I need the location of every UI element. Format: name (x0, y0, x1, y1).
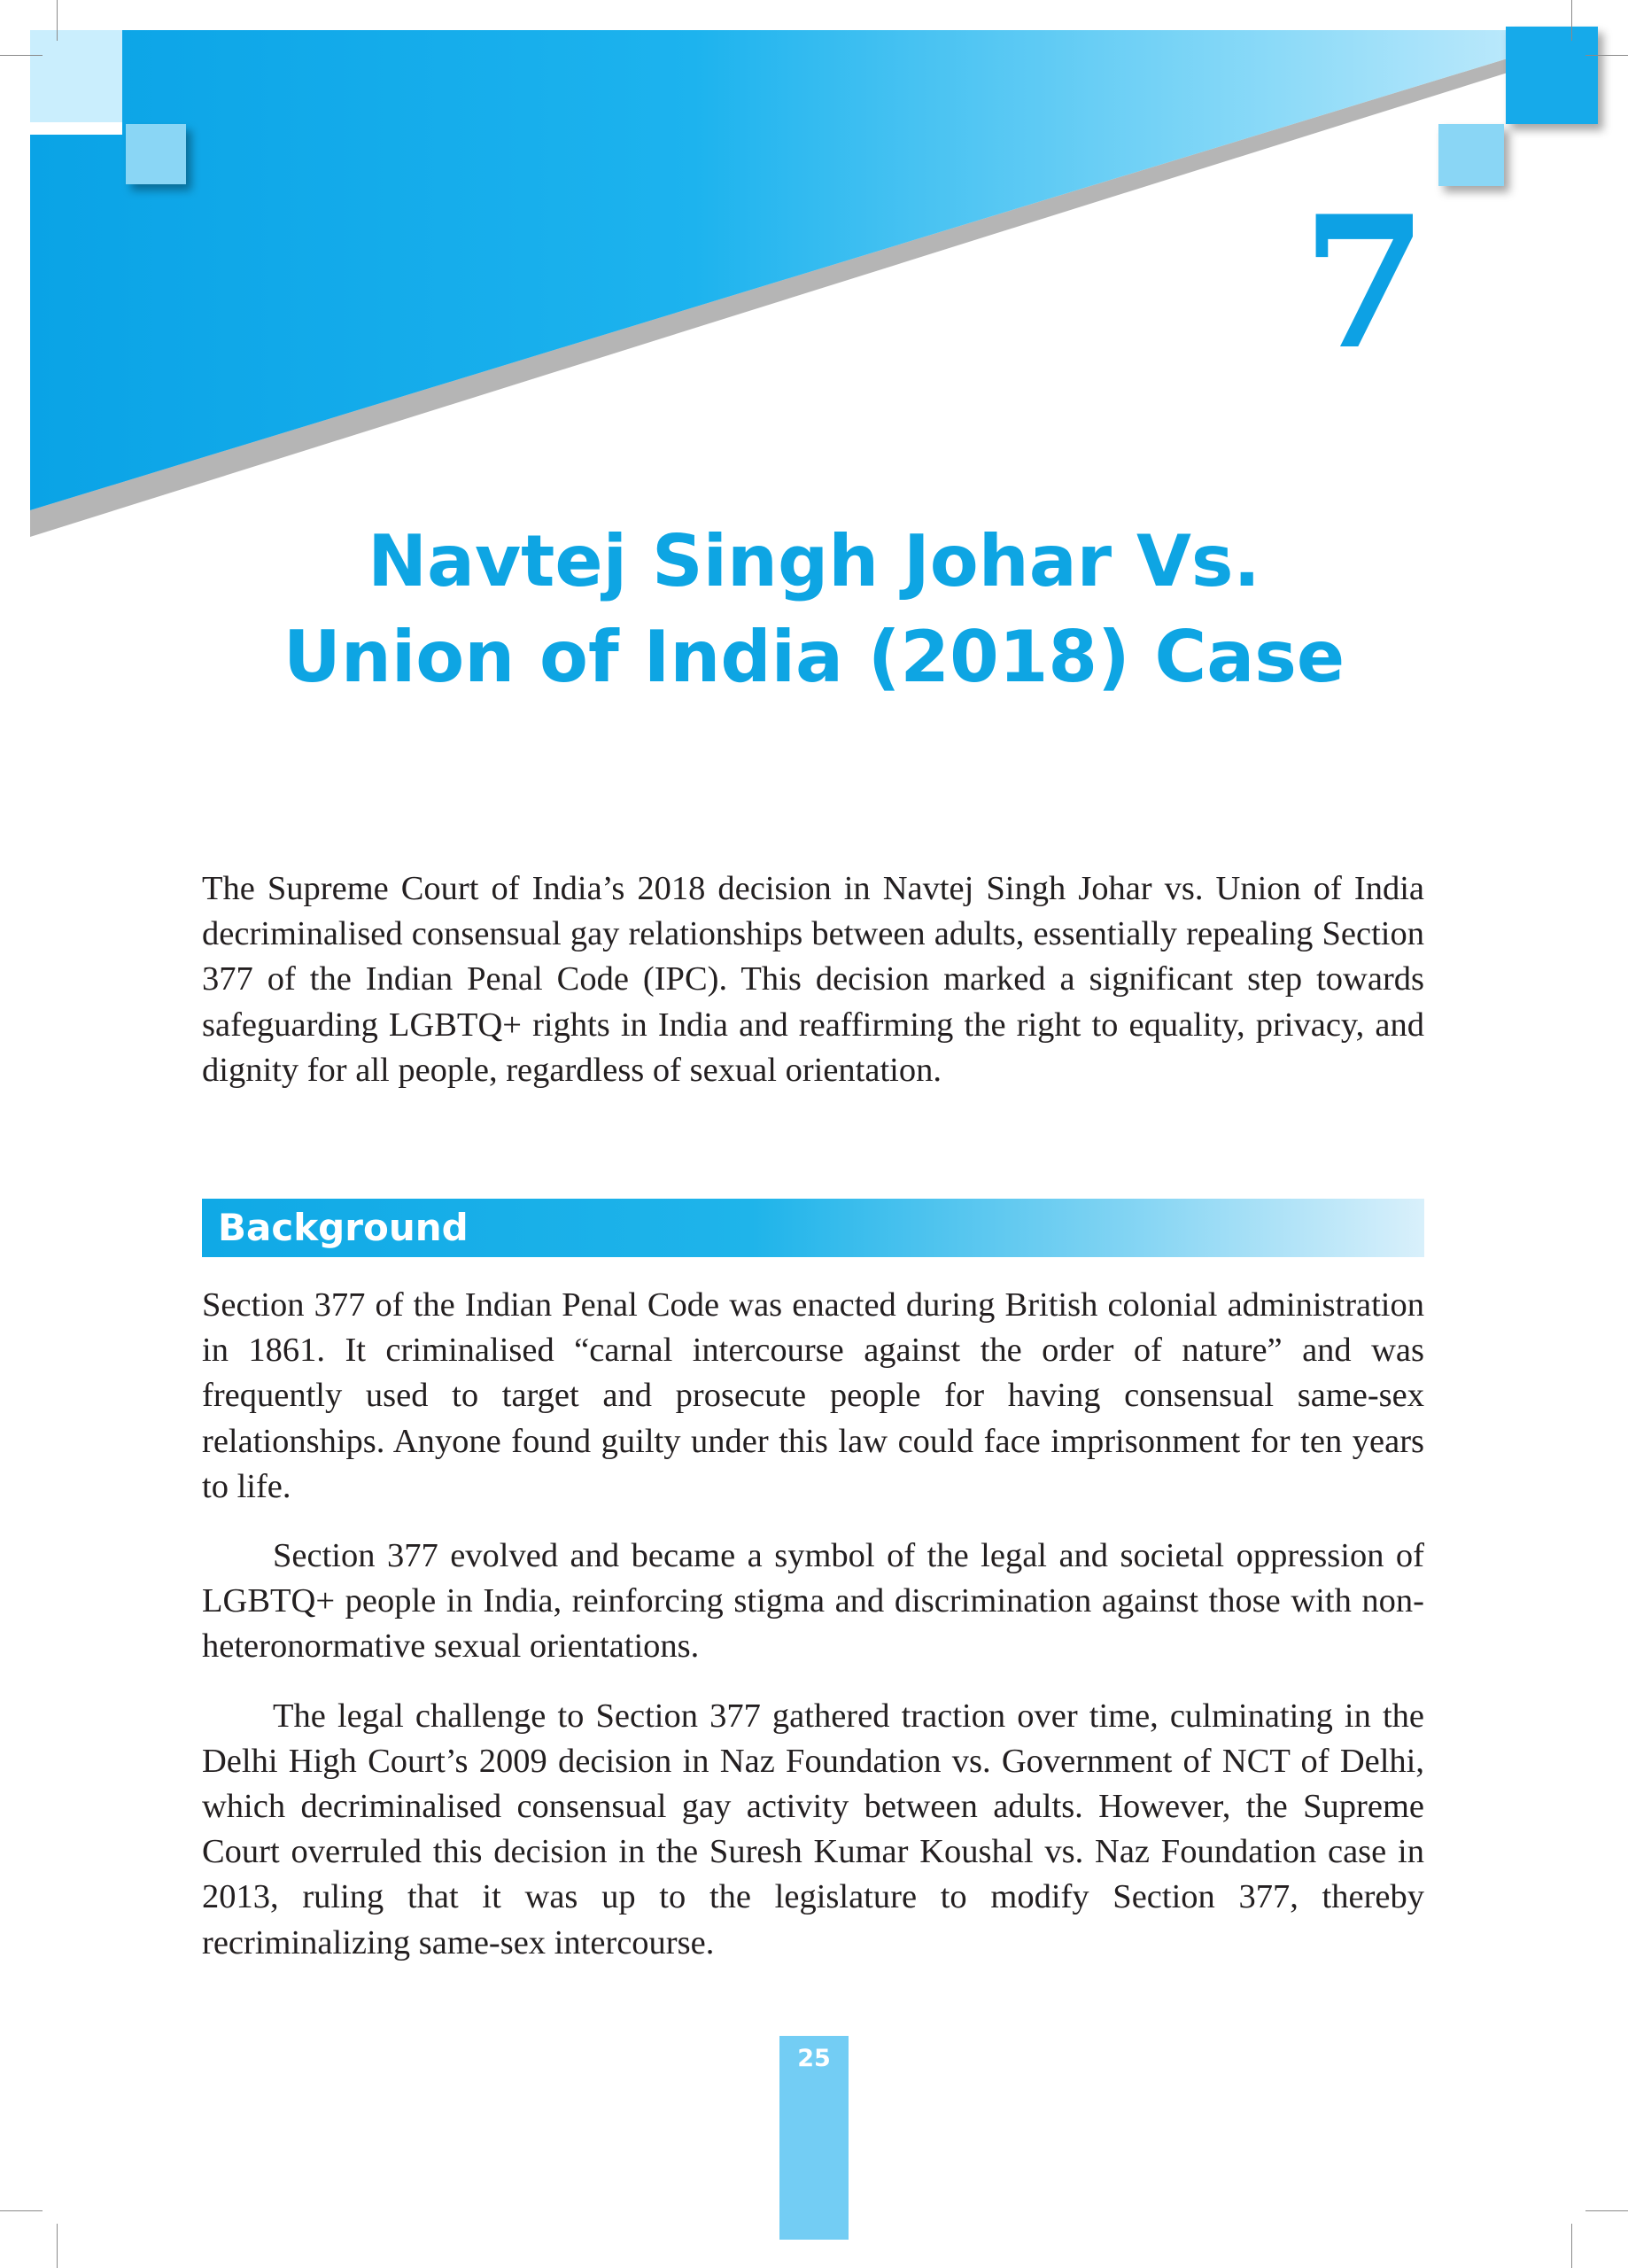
crop-mark (1571, 2224, 1572, 2268)
section-heading-bar (202, 1199, 1424, 1257)
deco-square-right-2 (1438, 124, 1504, 186)
chapter-title (0, 514, 1628, 705)
page-number: 25 (797, 2045, 831, 2072)
crop-mark (1585, 2210, 1628, 2211)
section-heading: Background (218, 1206, 469, 1249)
intro-paragraph: The Supreme Court of India’s 2018 decision in Navtej Singh Johar vs. Union of India decriminalised consensual gay relationships between adults, essentially repealing Section 377 of the Indian Penal Code (IPC). This decision marked a significant step towards safeguarding LGBTQ+ rights in India and reaffirming the right to equality, privacy, and dignity for all people, regardless of sexual orientation. (202, 870, 1424, 1089)
crop-mark (0, 55, 43, 56)
body-paragraph: The legal challenge to Section 377 gathered traction over time, culminating in the Delhi High Court’s 2009 decision in Naz Foundation vs. Government of NCT of Delhi, which decriminalised consensual gay activity between adults. However, the Supreme Court overruled this decision in the Suresh Kumar Koushal vs. Naz Foundation case in 2013, ruling that it was up to the legislature to modify Section 377, thereby recriminalizing same-sex intercourse. (202, 1697, 1424, 1961)
crop-mark (57, 0, 58, 41)
chapter-title-line-2: Union of India (2018) Case (283, 616, 1345, 698)
page-number-tab (779, 2036, 849, 2240)
crop-mark (1585, 55, 1628, 56)
body-paragraph: Section 377 evolved and became a symbol of the legal and societal oppression of LGBTQ+ people in India, reinforcing stigma and discrimination against those with non-heteronormative sexual orientations. (202, 1537, 1424, 1666)
crop-mark (1571, 0, 1572, 41)
deco-square-left-1 (30, 30, 122, 122)
background-section-body (202, 1283, 1424, 1966)
deco-square-right-1 (1506, 27, 1598, 124)
chapter-number: 7 (1301, 177, 1428, 390)
intro-block (202, 866, 1424, 1093)
deco-square-left-2 (126, 124, 186, 184)
crop-mark (0, 2210, 43, 2211)
deco-square-left-gap (30, 122, 122, 135)
body-paragraph: Section 377 of the Indian Penal Code was enacted during British colonial administration in 1861. It criminalised “carnal intercourse against the order of nature” and was frequently used to target and prosecute people for having consensual same-sex relationships. Anyone found guilty under this law could face imprisonment for ten years to life. (202, 1286, 1424, 1505)
banner-gradient-shape (30, 30, 1508, 510)
chapter-title-line-1: Navtej Singh Johar Vs. (368, 520, 1260, 602)
crop-mark (57, 2224, 58, 2268)
